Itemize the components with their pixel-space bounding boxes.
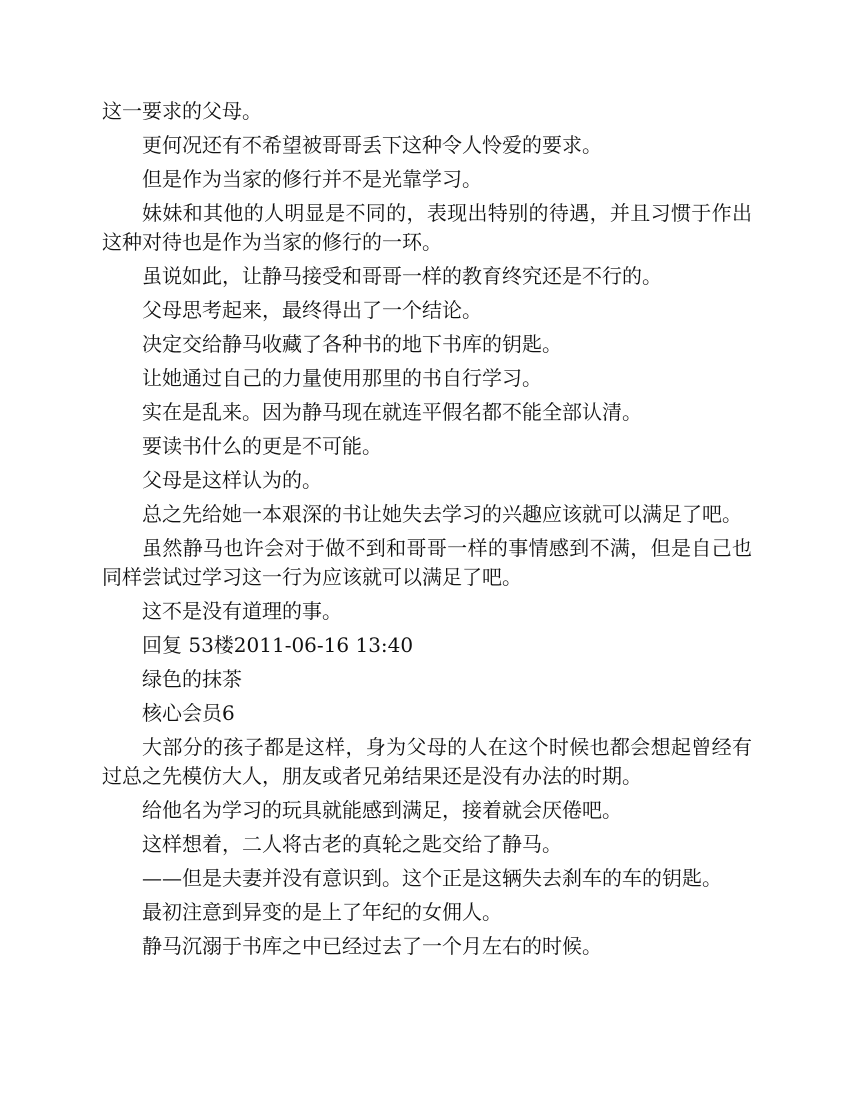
document-page xyxy=(102,97,752,966)
paragraph-continuation: 这一要求的父母。 xyxy=(102,99,262,123)
paragraph: 实在是乱来。因为静马现在就连平假名都不能全部认清。 xyxy=(142,400,642,424)
paragraph: 给他名为学习的玩具就能感到满足，接着就会厌倦吧。 xyxy=(142,798,622,822)
author-name: 绿色的抹茶 xyxy=(142,667,242,691)
paragraph: 静马沉溺于书库之中已经过去了一个月左右的时候。 xyxy=(142,934,602,958)
paragraph: 这样想着，二人将古老的真轮之匙交给了静马。 xyxy=(142,832,562,856)
paragraph: 虽然静马也许会对于做不到和哥哥一样的事情感到不满，但是自己也同样尝试过学习这一行为应该就可以满足了吧。 xyxy=(102,536,752,589)
paragraph: 更何况还有不希望被哥哥丢下这种令人怜爱的要求。 xyxy=(142,133,602,157)
paragraph: 最初注意到异变的是上了年纪的女佣人。 xyxy=(142,900,502,924)
paragraph: ——但是夫妻并没有意识到。这个正是这辆失去刹车的车的钥匙。 xyxy=(142,866,722,890)
paragraph: 大部分的孩子都是这样，身为父母的人在这个时候也都会想起曾经有过总之先模仿大人，朋友或者兄弟结果还是没有办法的时期。 xyxy=(102,735,752,788)
paragraph: 但是作为当家的修行并不是光靠学习。 xyxy=(142,167,482,191)
paragraph: 总之先给她一本艰深的书让她失去学习的兴趣应该就可以满足了吧。 xyxy=(142,502,742,526)
paragraph: 父母是这样认为的。 xyxy=(142,468,322,492)
paragraph: 决定交给静马收藏了各种书的地下书库的钥匙。 xyxy=(142,332,562,356)
paragraph: 虽说如此，让静马接受和哥哥一样的教育终究还是不行的。 xyxy=(142,264,662,288)
paragraph: 父母思考起来，最终得出了一个结论。 xyxy=(142,298,482,322)
member-level: 核心会员6 xyxy=(142,701,235,725)
paragraph: 要读书什么的更是不可能。 xyxy=(142,434,382,458)
reply-meta: 回复 53楼2011-06-16 13:40 xyxy=(142,633,414,657)
paragraph: 妹妹和其他的人明显是不同的，表现出特别的待遇，并且习惯于作出这种对待也是作为当家的修行的一环。 xyxy=(102,201,752,254)
paragraph: 让她通过自己的力量使用那里的书自行学习。 xyxy=(142,366,542,390)
paragraph: 这不是没有道理的事。 xyxy=(142,599,342,623)
